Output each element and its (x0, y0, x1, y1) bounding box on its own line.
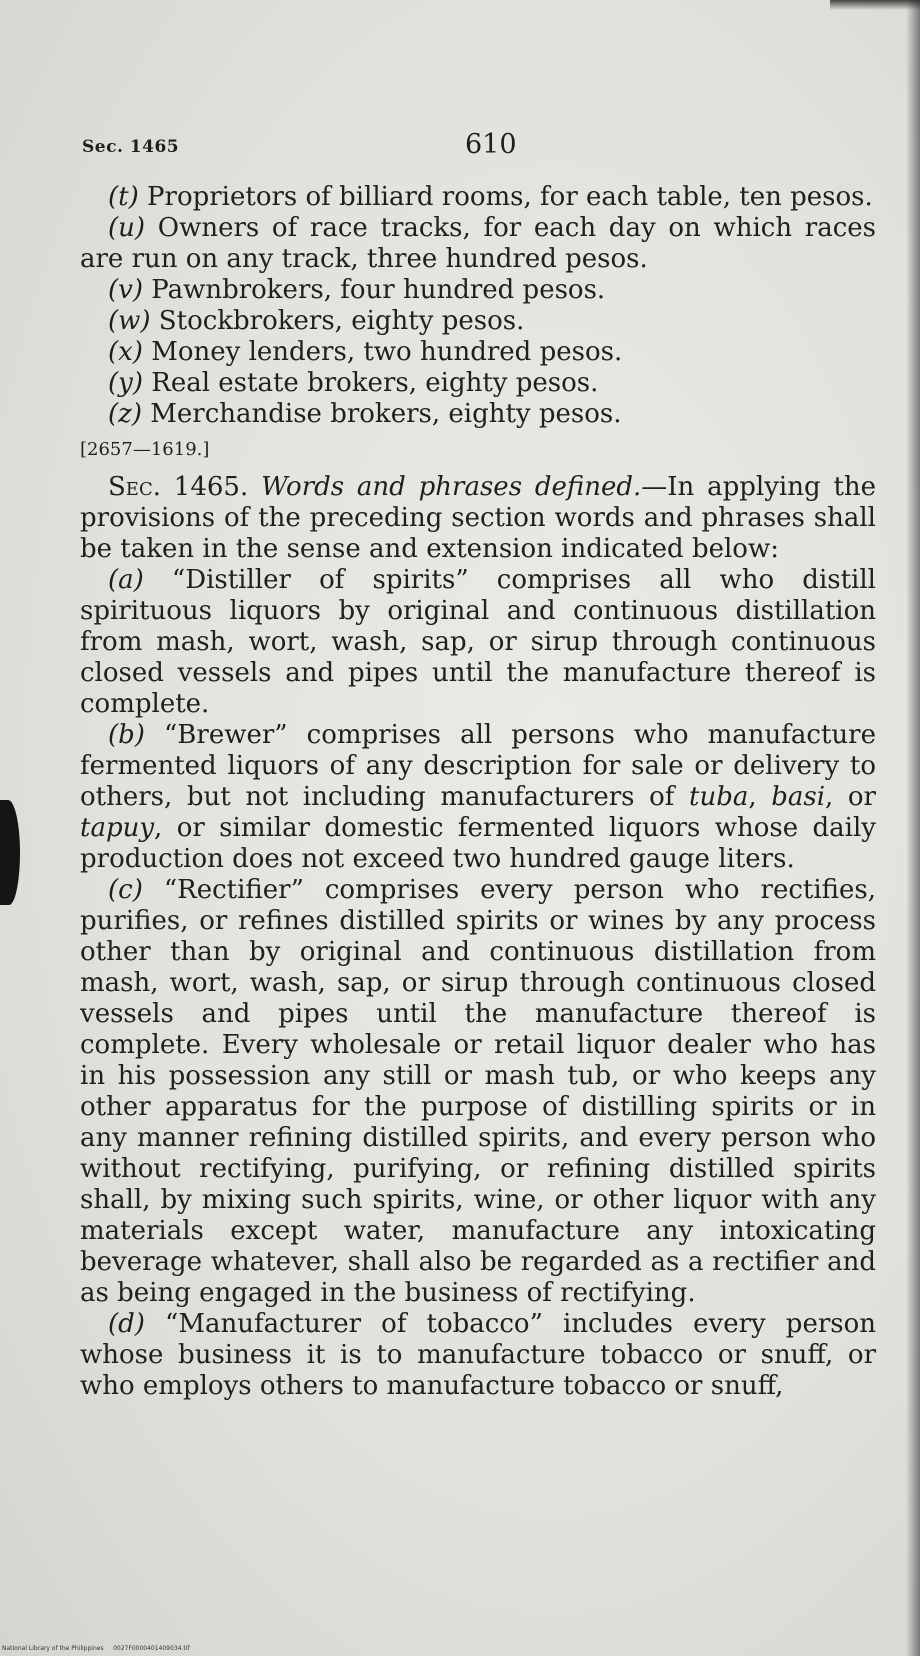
item-marker: (v) (108, 275, 143, 305)
definition-text: , (748, 782, 772, 812)
definition-text: “Rectifier” comprises every person who rectifies, purifies, or refines distilled spirits or wines by any process other than by original and continuous distillation from mash, wort, wash, sap, or sirup through continuous closed vessels and pipes until the manufacture thereof is complete. Every wholesale or retail liquor dealer who has in his possession any still or mash tub, or who keeps any other apparatus for the purpose of distilling spirits or in any manner refining distilled spirits, and every person who without rectifying, purifying, or refining distilled spirits shall, by mixing such spirits, wine, or other liquor with any materials except water, manufacture any intoxicating beverage whatever, shall also be regarded as a rectifier and as being engaged in the business of rectifying. (80, 875, 876, 1308)
paragraph-y (80, 368, 876, 399)
body-text (80, 182, 876, 1402)
item-marker: (c) (108, 875, 143, 905)
item-text: Stockbrokers, eighty pesos. (150, 306, 525, 336)
section-heading: Words and phrases defined. (261, 472, 642, 502)
definition-a (80, 565, 876, 720)
item-marker: (b) (108, 720, 145, 750)
item-marker: (d) (108, 1309, 145, 1339)
definition-text: , or similar domestic fermented liquors whose daily production does not exceed two hundred gauge liters. (80, 813, 876, 874)
term-basi: basi (771, 782, 826, 812)
item-marker: (x) (108, 337, 143, 367)
item-text: Money lenders, two hundred pesos. (142, 337, 623, 367)
item-text: Proprietors of billiard rooms, for each table, ten pesos. (138, 182, 873, 212)
paragraph-t (80, 182, 876, 213)
item-marker: (t) (108, 182, 139, 212)
definition-d (80, 1309, 876, 1402)
section-label: Sec. 1465. (108, 472, 249, 502)
running-head-section: Sec. 1465 (82, 137, 180, 157)
item-text: Owners of race tracks, for each day on which races are run on any track, three hundred pesos. (80, 213, 876, 274)
archive-stamp: National Library of the Philippines 0027F0000401409034.tif (2, 1645, 190, 1652)
item-marker: (u) (108, 213, 146, 243)
page-number: 610 (465, 129, 517, 160)
paragraph-v (80, 275, 876, 306)
citation: [2657—1619.] (80, 439, 210, 460)
definition-c (80, 875, 876, 1309)
paragraph-x (80, 337, 876, 368)
item-marker: (z) (108, 399, 142, 429)
paragraph-u (80, 213, 876, 275)
item-text: Pawnbrokers, four hundred pesos. (142, 275, 606, 305)
item-text: Merchandise brokers, eighty pesos. (142, 399, 622, 429)
paragraph-w (80, 306, 876, 337)
paragraph-z (80, 399, 876, 430)
page-header (82, 129, 872, 173)
term-tapuy: tapuy (80, 813, 155, 843)
item-text: Real estate brokers, eighty pesos. (142, 368, 599, 398)
term-tuba: tuba (689, 782, 749, 812)
definition-text: “Brewer” comprises all persons who manufacture fermented liquors of any description for sale or delivery to others, but not including manufacturers of (80, 720, 876, 812)
page-corner-shadow (830, 0, 920, 10)
item-marker: (w) (108, 306, 151, 336)
definition-text: “Distiller of spirits” comprises all who distill spirituous liquors by original and continuous distillation from mash, wort, wash, sap, or sirup through continuous closed vessels and pipes until the manufacture thereof is complete. (80, 565, 876, 719)
definition-text: “Manufacturer of tobacco” includes every person whose business it is to manufacture tobacco or snuff, or who employs others to manufacture tobacco or snuff, (80, 1309, 876, 1401)
item-marker: (a) (108, 565, 144, 595)
item-marker: (y) (108, 368, 143, 398)
section-paragraph (80, 472, 876, 565)
page-edge-shadow (906, 0, 920, 1656)
definition-text: , or (825, 782, 876, 812)
definition-b (80, 720, 876, 875)
section-intro: —In applying the provisions of the preceding section words and phrases shall be taken in the sense and extension indicated below: (80, 472, 877, 564)
